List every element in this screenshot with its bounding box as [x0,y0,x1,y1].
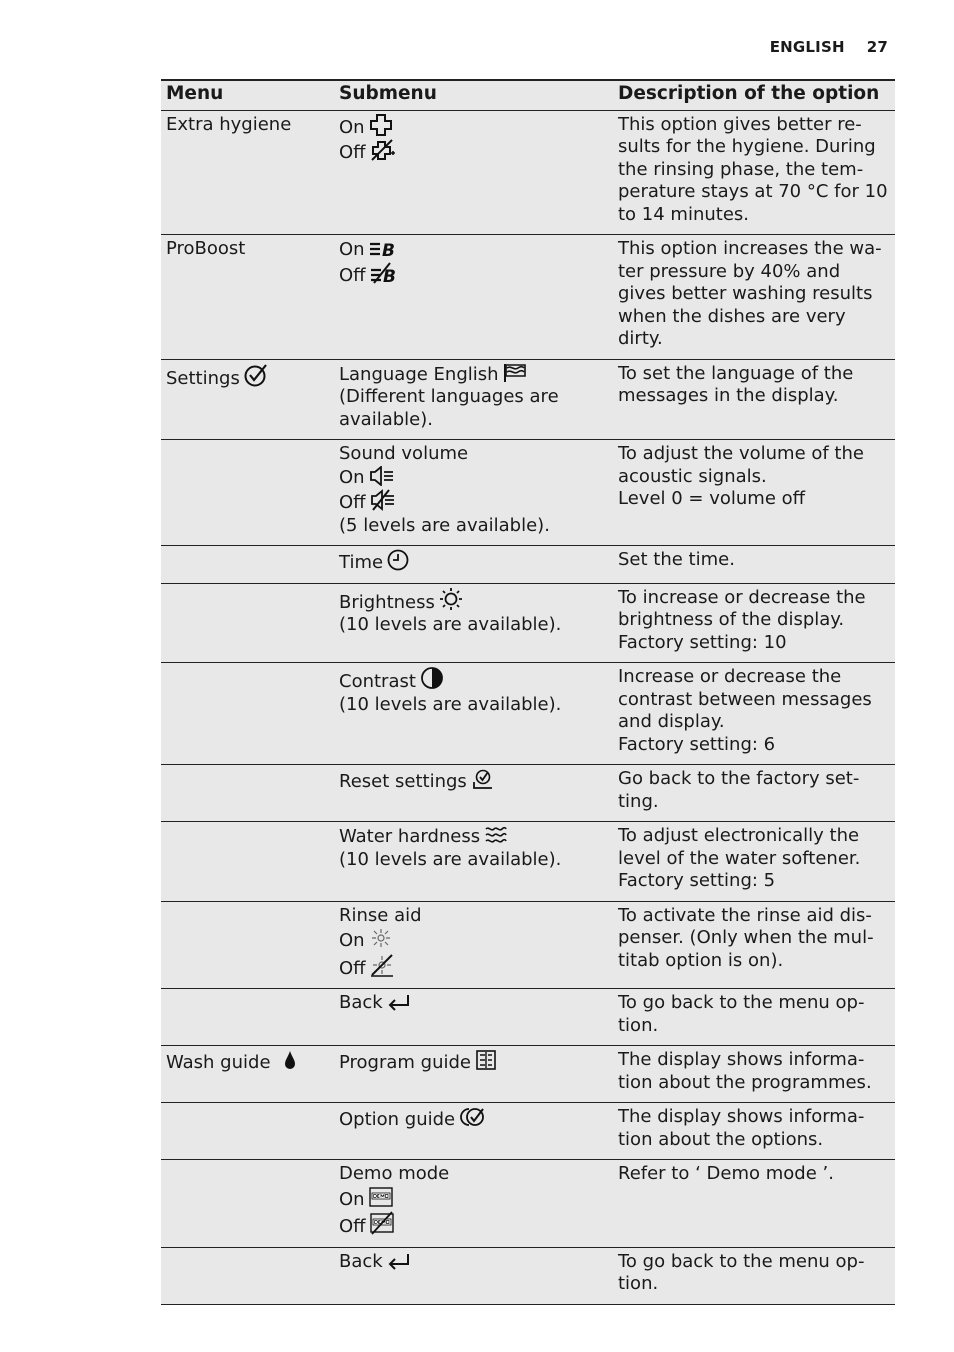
extra-hygiene-off-icon [370,139,396,161]
description-cell: To go back to the menu op- tion. [613,989,895,1046]
submenu-cell: On Off [334,110,613,235]
submenu-cell: Sound volume On Off (5 levels are available). [334,440,613,546]
extra-hygiene-on-icon [369,114,393,136]
description-cell: Increase or decrease the contrast between messages and display. Factory setting: 6 [613,663,895,765]
description-cell: This option increases the wa- ter pressure by 40% and gives better washing results when the dishes are very dirty. [613,235,895,360]
table-row [161,1247,895,1304]
table-row [161,1160,895,1248]
column-header-submenu: Submenu [334,80,613,110]
description-cell: To increase or decrease the brightness of the display. Factory setting: 10 [613,583,895,663]
table-header-row [161,80,895,110]
back-arrow-icon [387,1252,411,1270]
table-row [161,901,895,989]
menu-cell [161,1103,334,1160]
table-row [161,235,895,360]
description-cell: The display shows informa- tion about the programmes. [613,1046,895,1103]
menu-cell: Wash guide [161,1046,334,1103]
page-header [770,38,888,56]
submenu-cell: Reset settings [334,765,613,822]
reset-settings-icon [471,768,495,790]
sound-on-icon [369,466,395,486]
menu-cell [161,1247,334,1304]
description-cell: Set the time. [613,546,895,584]
svg-text:B: B [381,241,395,258]
submenu-cell: Option guide [334,1103,613,1160]
submenu-cell: Water hardness (10 levels are available). [334,822,613,902]
brightness-sun-icon [439,587,463,611]
description-cell: The display shows informa- tion about the options. [613,1103,895,1160]
section-label: ENGLISH [769,38,845,56]
description-cell: Go back to the factory set- ting. [613,765,895,822]
menu-cell [161,1160,334,1248]
submenu-cell: Time [334,546,613,584]
svg-text:B: B [382,266,396,284]
submenu-cell: Contrast (10 levels are available). [334,663,613,765]
water-drop-icon [279,1049,301,1071]
submenu-cell: On B Off B [334,235,613,360]
menu-cell [161,989,334,1046]
description-cell: To activate the rinse aid dis- penser. (Only when the mul- titab option is on). [613,901,895,989]
page-number: 27 [866,38,888,56]
menu-cell [161,663,334,765]
description-cell: To set the language of the messages in the display. [613,359,895,440]
table-row [161,1103,895,1160]
submenu-cell: Back [334,989,613,1046]
table-row [161,440,895,546]
column-header-description: Description of the option [613,80,895,110]
demo-off-icon [370,1211,394,1235]
table-row [161,765,895,822]
table-row [161,663,895,765]
clock-icon [387,549,409,571]
menu-cell: Extra hygiene [166,113,292,135]
rinse-aid-on-icon [369,927,393,949]
table-row [161,110,895,235]
proboost-on-icon [369,238,397,258]
table-row [161,1046,895,1103]
submenu-cell: Program guide [334,1046,613,1103]
contrast-icon [420,666,444,690]
description-cell: To adjust electronically the level of the water softener. Factory setting: 5 [613,822,895,902]
rinse-aid-off-icon [370,953,394,977]
table-row [161,822,895,902]
table-row [161,546,895,584]
description-cell: This option gives better re- sults for the hygiene. During the rinsing phase, the tem- perature stays at 70 °C for 10 to 14 minutes. [618,113,888,225]
menu-cell [161,546,334,584]
table-row [161,583,895,663]
language-flag-icon [503,363,527,383]
column-header-menu: Menu [161,80,334,110]
submenu-cell: Language English (Different languages are available). [334,359,613,440]
description-cell: Refer to ‘ Demo mode ’. [613,1160,895,1248]
program-guide-icon [475,1049,497,1071]
description-cell: To adjust the volume of the acoustic signals. Level 0 = volume off [613,440,895,546]
menu-cell [161,583,334,663]
description-cell: To go back to the menu op- tion. [613,1247,895,1304]
table-row [161,989,895,1046]
back-arrow-icon [387,993,411,1011]
water-hardness-icon [484,825,508,845]
sound-off-icon [370,489,396,511]
menu-cell: ProBoost [161,235,334,360]
menu-cell [161,440,334,546]
option-guide-icon [459,1106,487,1128]
menu-cell [161,822,334,902]
submenu-cell: Brightness (10 levels are available). [334,583,613,663]
menu-cell [161,765,334,822]
submenu-cell: Demo mode On Off [334,1160,613,1248]
settings-check-icon [244,363,268,387]
demo-on-icon [369,1186,393,1208]
menu-cell: Settings [161,359,334,440]
proboost-off-icon [370,262,398,284]
options-table [161,79,895,1305]
table-row [161,359,895,440]
menu-cell [161,901,334,989]
submenu-cell: Rinse aid On Off [334,901,613,989]
submenu-cell: Back [334,1247,613,1304]
